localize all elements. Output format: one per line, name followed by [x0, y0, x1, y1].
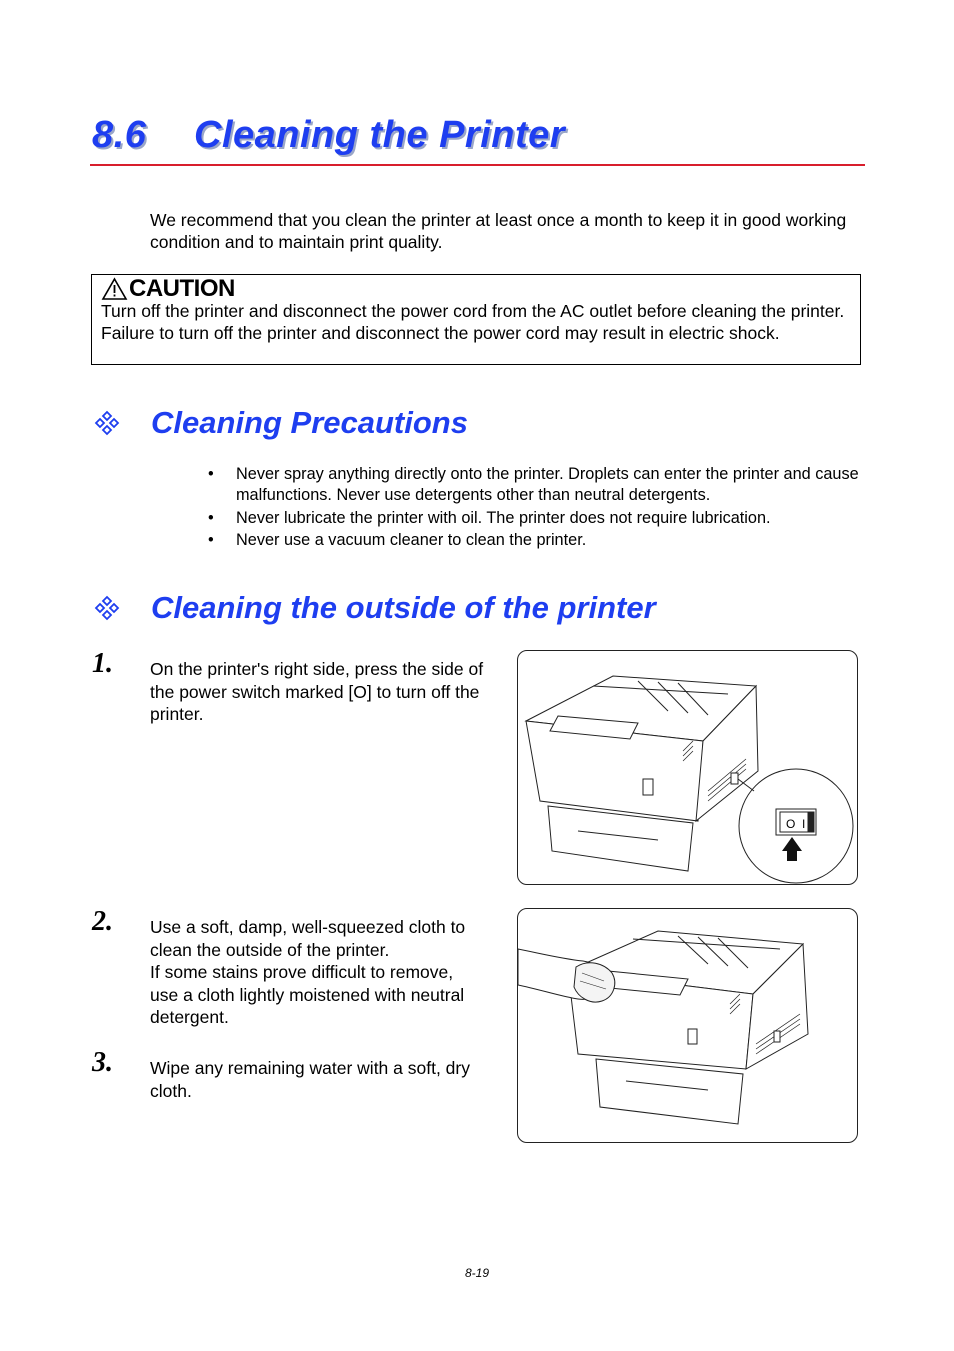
page-title: [92, 114, 565, 157]
switch-off-label: O: [786, 817, 796, 831]
step-text: Use a soft, damp, well-squeezed cloth to clean the outside of the printer.: [150, 917, 466, 960]
step-number: 3.: [92, 1047, 113, 1078]
list-item: [205, 508, 865, 529]
printer-switch-illustration: [518, 651, 857, 884]
precautions-list: [205, 464, 865, 553]
title-rule: [90, 164, 865, 166]
step-text: Wipe any remaining water with a soft, dry cloth.: [150, 1058, 470, 1101]
step-text-block: [150, 916, 485, 1029]
section-title: Cleaning the Printer: [194, 114, 566, 156]
four-diamond-icon: [94, 410, 120, 436]
step-text: On the printer's right side, press the side of the power switch marked [O] to turn off the printer.: [150, 659, 484, 724]
step-text-continued: If some stains prove difficult to remove, use a cloth lightly moistened with neutral detergent.: [150, 962, 465, 1027]
step-number: 2.: [92, 906, 113, 937]
section-number: 8.6: [92, 114, 147, 156]
list-item: [205, 530, 865, 551]
outside-heading: [94, 590, 656, 626]
list-item-text: Never use a vacuum cleaner to clean the printer.: [236, 531, 587, 549]
precautions-heading: [94, 405, 468, 441]
figure-power-switch: [517, 650, 858, 885]
caution-text: Turn off the printer and disconnect the power cord from the AC outlet before cleaning the printer. Failure to turn off the printer and disconnect the power cord may result in electric shock.: [101, 301, 845, 343]
bullet-dot: •: [208, 508, 214, 527]
bullet-dot: •: [208, 531, 214, 549]
printer-wiping-illustration: [518, 909, 857, 1142]
caution-box: [91, 274, 861, 365]
figure-wiping-printer: [517, 908, 858, 1143]
list-item: [205, 464, 865, 506]
caution-header: [101, 276, 860, 302]
list-item-text: Never lubricate the printer with oil. The printer does not require lubrication.: [236, 508, 771, 527]
switch-on-label: I: [802, 817, 806, 831]
page-number: 8-19: [464, 1266, 490, 1280]
list-item-text: Never spray anything directly onto the printer. Droplets can enter the printer and cause malfunctions. Never use detergents other than neutral detergents.: [236, 465, 859, 504]
step-number: 1.: [92, 648, 113, 679]
outside-heading-text: Cleaning the outside of the printer: [151, 590, 656, 625]
four-diamond-icon: [94, 595, 120, 621]
warning-triangle-icon: [101, 277, 128, 301]
precautions-heading-text: Cleaning Precautions: [151, 405, 468, 440]
bullet-dot: •: [208, 465, 214, 483]
intro-paragraph: We recommend that you clean the printer at least once a month to keep it in good working condition and to maintain print quality.: [150, 210, 847, 252]
caution-title: CAUTION: [129, 275, 235, 302]
